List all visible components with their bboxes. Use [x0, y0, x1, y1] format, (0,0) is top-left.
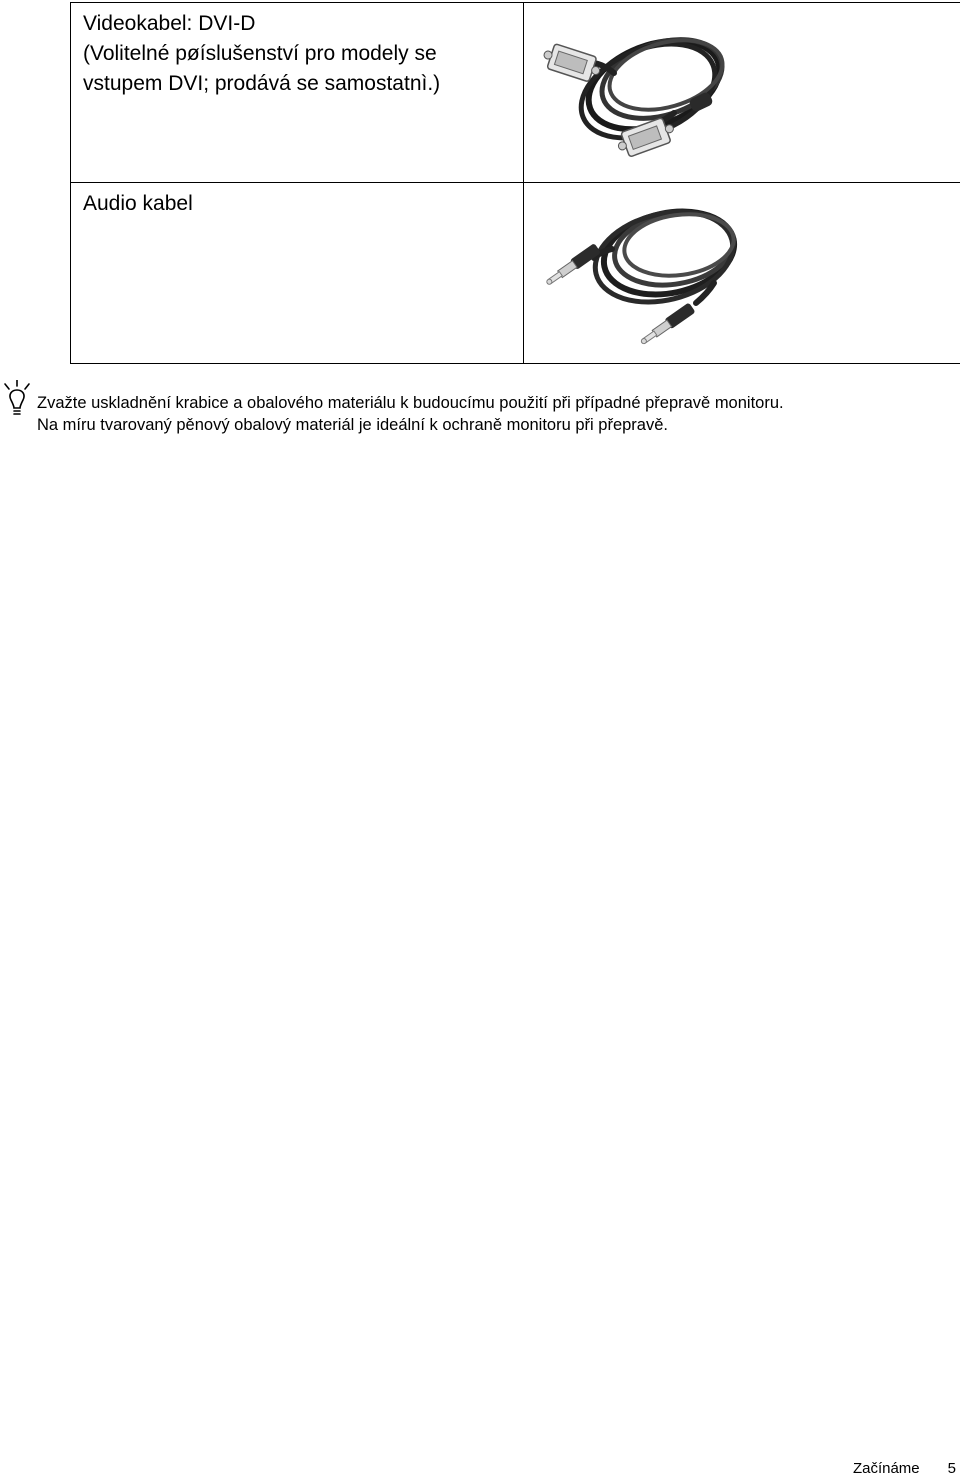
page-footer: [853, 1459, 956, 1479]
dvi-cable-icon: [524, 3, 960, 183]
page-number: 5: [948, 1459, 956, 1479]
tip-text: [37, 392, 957, 436]
tip-line: Na míru tvarovaný pěnový obalový materiál je ideální k ochraně monitoru při přepravě.: [37, 414, 957, 436]
part-description-audio: [71, 183, 524, 364]
part-image-cell: [524, 3, 960, 183]
part-note: (Volitelné pøíslušenství pro modely se: [83, 39, 523, 69]
parts-table: [70, 2, 960, 364]
table-row: [71, 183, 960, 364]
footer-section-title: Začínáme: [853, 1460, 920, 1477]
lightbulb-icon: [2, 380, 32, 418]
part-image-cell: [524, 183, 960, 364]
part-note: vstupem DVI; prodává se samostatnì.): [83, 69, 523, 99]
part-description-dvi: [71, 3, 524, 183]
part-title: Videokabel: DVI-D: [83, 9, 523, 39]
audio-cable-icon: [524, 183, 960, 364]
part-title: Audio kabel: [83, 189, 523, 219]
tip-line: Zvažte uskladnění krabice a obalového materiálu k budoucímu použití při případné přepravě monitoru.: [37, 392, 957, 414]
table-row: [71, 3, 960, 183]
